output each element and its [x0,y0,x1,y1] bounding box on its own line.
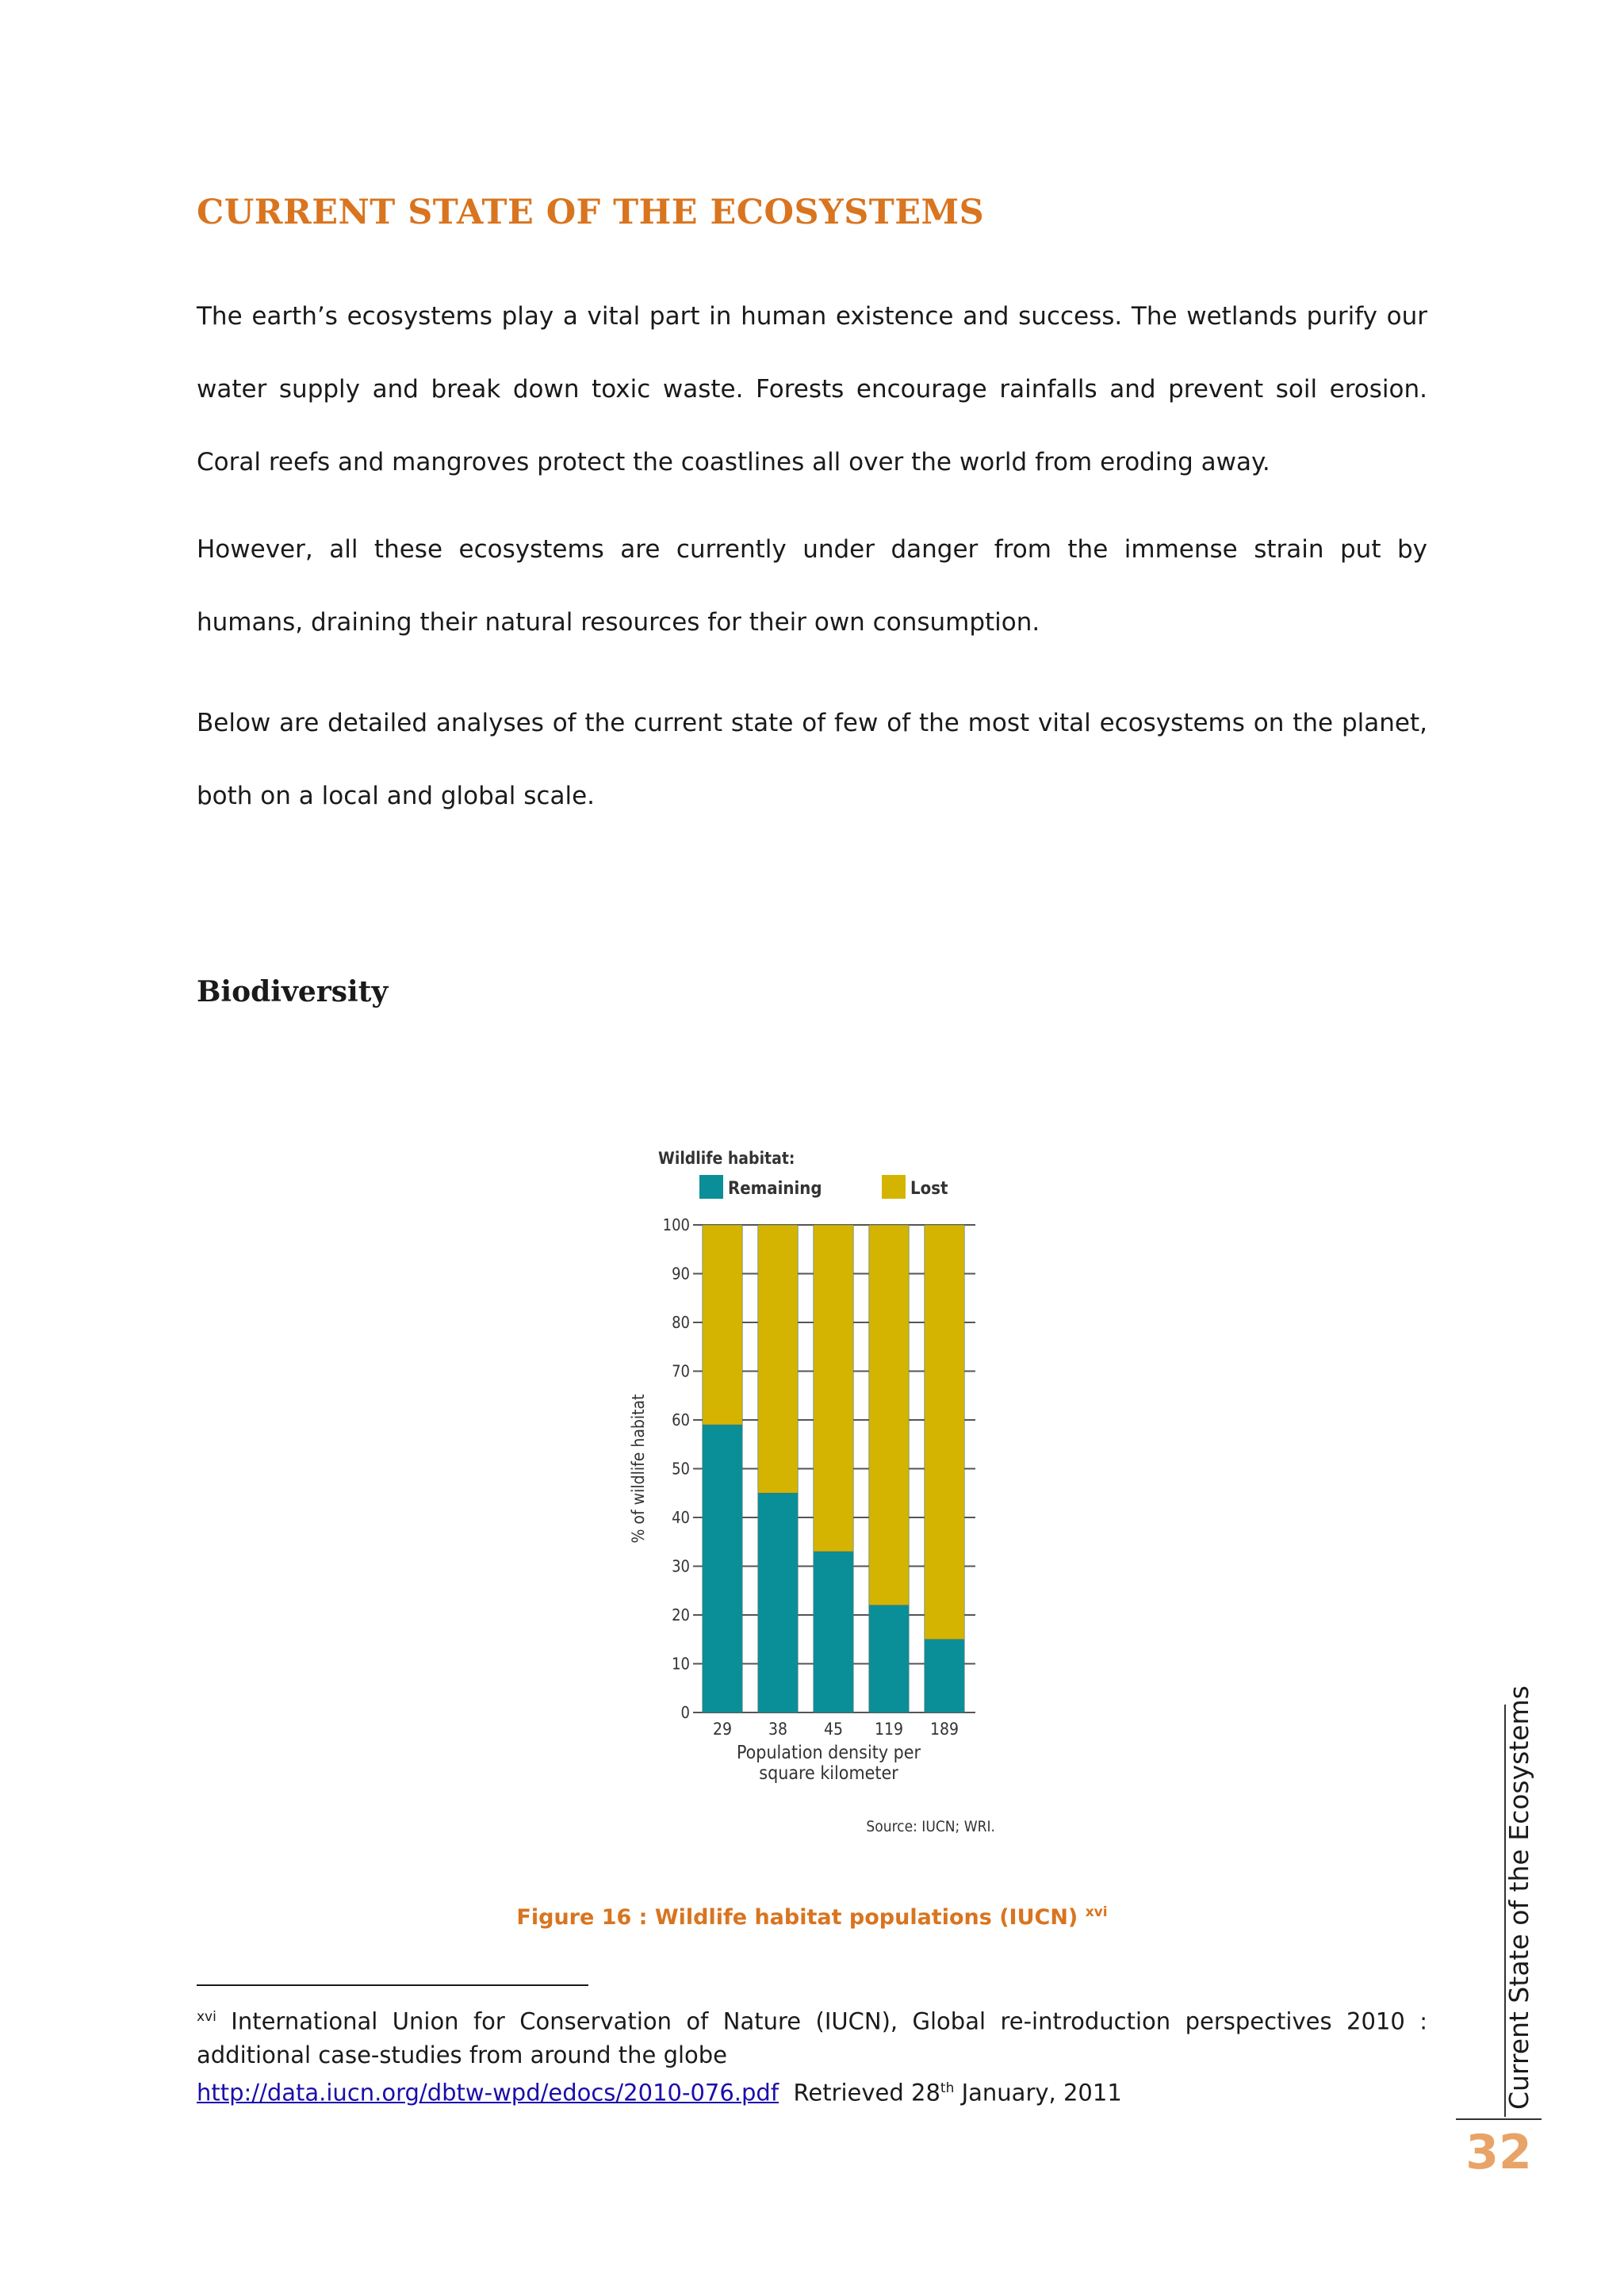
legend-label-remaining: Remaining [728,1179,822,1199]
chart-source: Source: IUCN; WRI. [866,1818,995,1835]
habitat-chart [611,1142,1007,1847]
bar-lost-189 [925,1225,964,1640]
footnote-retrieved: Retrieved 28 [779,2079,940,2107]
x-axis-label-line1: Population density per [736,1743,921,1763]
page-number: 32 [1465,2125,1532,2180]
y-tick-0: 0 [680,1703,690,1722]
footnote-link[interactable]: http://data.iucn.org/dbtw-wpd/edocs/2010-076.pdf [197,2079,779,2107]
paragraph-analyses: Below are detailed analyses of the current state of few of the most vital ecosystems on the planet, both on a local and global scale. [197,709,1427,810]
chart-svg [611,1142,1007,1847]
y-tick-20: 20 [672,1605,690,1624]
caption-ref: xvi [1085,1904,1108,1920]
y-tick-30: 30 [672,1556,690,1576]
y-tick-40: 40 [672,1508,690,1527]
footnote-divider [197,1984,588,1986]
y-tick-100: 100 [662,1215,690,1234]
footnote-retrieved-sup: th [940,2080,955,2096]
y-tick-90: 90 [672,1264,690,1284]
footnote-body: International Union for Conservation of Nature (IUCN), Global re-introduction perspectives 2010 : additional case-studies from around the globe [197,2007,1427,2068]
x-tick-119: 119 [874,1720,904,1739]
caption-text: Figure 16 : Wildlife habitat populations (IUCN) [516,1905,1078,1930]
page-heading: CURRENT STATE OF THE ECOSYSTEMS [197,193,985,232]
y-tick-50: 50 [672,1459,690,1479]
x-axis-label-line2: square kilometer [759,1763,898,1784]
bar-remaining-189 [925,1640,964,1712]
x-tick-45: 45 [823,1720,844,1739]
legend-swatch-lost [882,1175,906,1199]
paragraph-intro: The earth’s ecosystems play a vital part in human existence and success. The wetlands purify our water supply and break down toxic waste. Forests encourage rainfalls and prevent soil erosion. Coral reefs and mangroves protect the coastlines all over the world from eroding away. [197,302,1427,476]
x-tick-38: 38 [768,1720,788,1739]
footnote-link-line [197,2072,1427,2110]
x-tick-29: 29 [712,1720,733,1739]
legend-label-lost: Lost [910,1179,948,1199]
y-axis-label: % of wildlife habitat [629,1394,648,1544]
bar-lost-29 [703,1225,742,1425]
footnote [197,2000,1427,2109]
x-tick-189: 189 [929,1720,959,1739]
legend-title: Wildlife habitat: [658,1149,795,1168]
footnote-marker: xvi [197,2009,216,2025]
section-subheading: Biodiversity [197,975,389,1008]
y-tick-10: 10 [672,1654,690,1674]
y-tick-60: 60 [672,1410,690,1429]
figure-caption [0,1904,1624,1930]
legend-swatch-remaining [699,1175,723,1199]
bar-lost-119 [869,1225,909,1605]
y-tick-80: 80 [672,1313,690,1332]
paragraph-danger: However, all these ecosystems are currently under danger from the immense strain put by humans, draining their natural resources for their own consumption. [197,535,1427,637]
bar-lost-38 [758,1225,798,1493]
bar-remaining-45 [814,1552,853,1712]
bar-lost-45 [814,1225,853,1552]
sidebar-section-label: Current State of the Ecosystems [1503,1686,1534,2110]
footnote-retrieved-date: January, 2011 [954,2079,1122,2107]
bar-remaining-29 [703,1425,742,1712]
bar-remaining-119 [869,1605,909,1712]
bar-remaining-38 [758,1493,798,1712]
sidebar-horizontal-rule [1456,2118,1542,2120]
y-tick-70: 70 [672,1361,690,1381]
footnote-text [197,2000,1427,2072]
